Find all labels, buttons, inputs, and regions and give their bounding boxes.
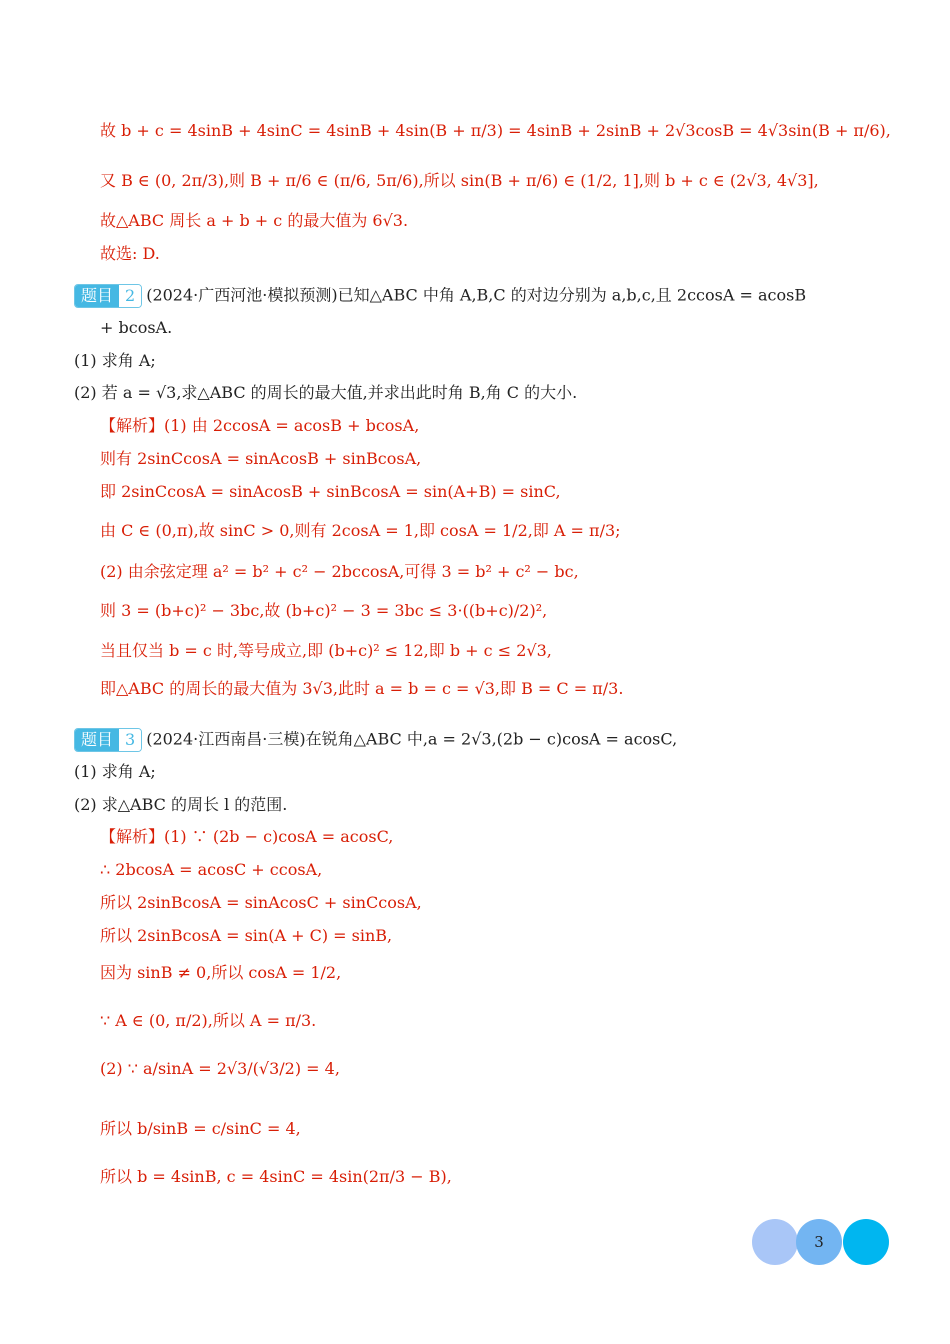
decor-circle: [752, 1219, 798, 1265]
problem-2-stem-cont: + bcosA.: [100, 318, 173, 337]
problem-3-part-2: (2) 求△ABC 的周长 l 的范围.: [74, 795, 288, 814]
p3-solution-line: 【解析】(1) ∵ (2b − c)cosA = acosC,: [100, 827, 394, 846]
problem-3-part-1: (1) 求角 A;: [74, 762, 156, 781]
p2-solution-line: 即 2sinCcosA = sinAcosB + sinBcosA = sin(A+B) = sinC,: [100, 482, 561, 501]
solution-line-4: 故选: D.: [100, 244, 160, 263]
problem-badge: 题目 3: [74, 728, 142, 752]
solution-line-3: 故△ABC 周长 a + b + c 的最大值为 6√3.: [100, 211, 409, 230]
problem-3-stem: 题目 3 (2024·江西南昌·三模)在锐角△ABC 中,a = 2√3,(2b − c)cosA = acosC,: [74, 728, 677, 752]
problem-2-stem: 题目 2 (2024·广西河池·模拟预测)已知△ABC 中角 A,B,C 的对边分别为 a,b,c,且 2ccosA = acosB: [74, 284, 806, 308]
p3-solution-line: 所以 b = 4sinB, c = 4sinC = 4sin(2π/3 − B),: [100, 1167, 452, 1186]
p3-solution-line: 所以 2sinBcosA = sinAcosC + sinCcosA,: [100, 893, 422, 912]
p2-solution-line: 【解析】(1) 由 2ccosA = acosB + bcosA,: [100, 416, 420, 435]
page-number-badge: [752, 1219, 892, 1267]
solution-line-2: 又 B ∈ (0, 2π/3),则 B + π/6 ∈ (π/6, 5π/6),所以 sin(B + π/6) ∈ (1/2, 1],则 b + c ∈ (2√3, 4√3],: [100, 171, 819, 190]
decor-circle: [843, 1219, 889, 1265]
p3-solution-line: 所以 b/sinB = c/sinC = 4,: [100, 1119, 301, 1138]
p2-solution-line: 则有 2sinCcosA = sinAcosB + sinBcosA,: [100, 449, 422, 468]
p2-solution-line: 则 3 = (b+c)² − 3bc,故 (b+c)² − 3 = 3bc ≤ 3·((b+c)/2)²,: [100, 601, 548, 620]
p2-solution-line: (2) 由余弦定理 a² = b² + c² − 2bccosA,可得 3 = b² + c² − bc,: [100, 562, 579, 581]
p3-solution-line: 所以 2sinBcosA = sin(A + C) = sinB,: [100, 926, 393, 945]
p3-solution-line: ∵ A ∈ (0, π/2),所以 A = π/3.: [100, 1011, 317, 1030]
p3-solution-line: ∴ 2bcosA = acosC + ccosA,: [100, 860, 323, 879]
p2-solution-line: 由 C ∈ (0,π),故 sinC > 0,则有 2cosA = 1,即 cosA = 1/2,即 A = π/3;: [100, 521, 621, 540]
p2-solution-line: 当且仅当 b = c 时,等号成立,即 (b+c)² ≤ 12,即 b + c ≤ 2√3,: [100, 641, 552, 660]
p3-solution-line: 因为 sinB ≠ 0,所以 cosA = 1/2,: [100, 963, 342, 982]
page-number: 3: [796, 1219, 842, 1265]
problem-2-part-1: (1) 求角 A;: [74, 351, 156, 370]
problem-2-part-2: (2) 若 a = √3,求△ABC 的周长的最大值,并求出此时角 B,角 C 的大小.: [74, 383, 578, 402]
p3-solution-line: (2) ∵ a/sinA = 2√3/(√3/2) = 4,: [100, 1059, 340, 1078]
problem-badge: 题目 2: [74, 284, 142, 308]
p2-solution-line: 即△ABC 的周长的最大值为 3√3,此时 a = b = c = √3,即 B = C = π/3.: [100, 679, 624, 698]
solution-line-1: 故 b + c = 4sinB + 4sinC = 4sinB + 4sin(B + π/3) = 4sinB + 2sinB + 2√3cosB = 4√3sin(B + π/6),: [100, 121, 891, 140]
